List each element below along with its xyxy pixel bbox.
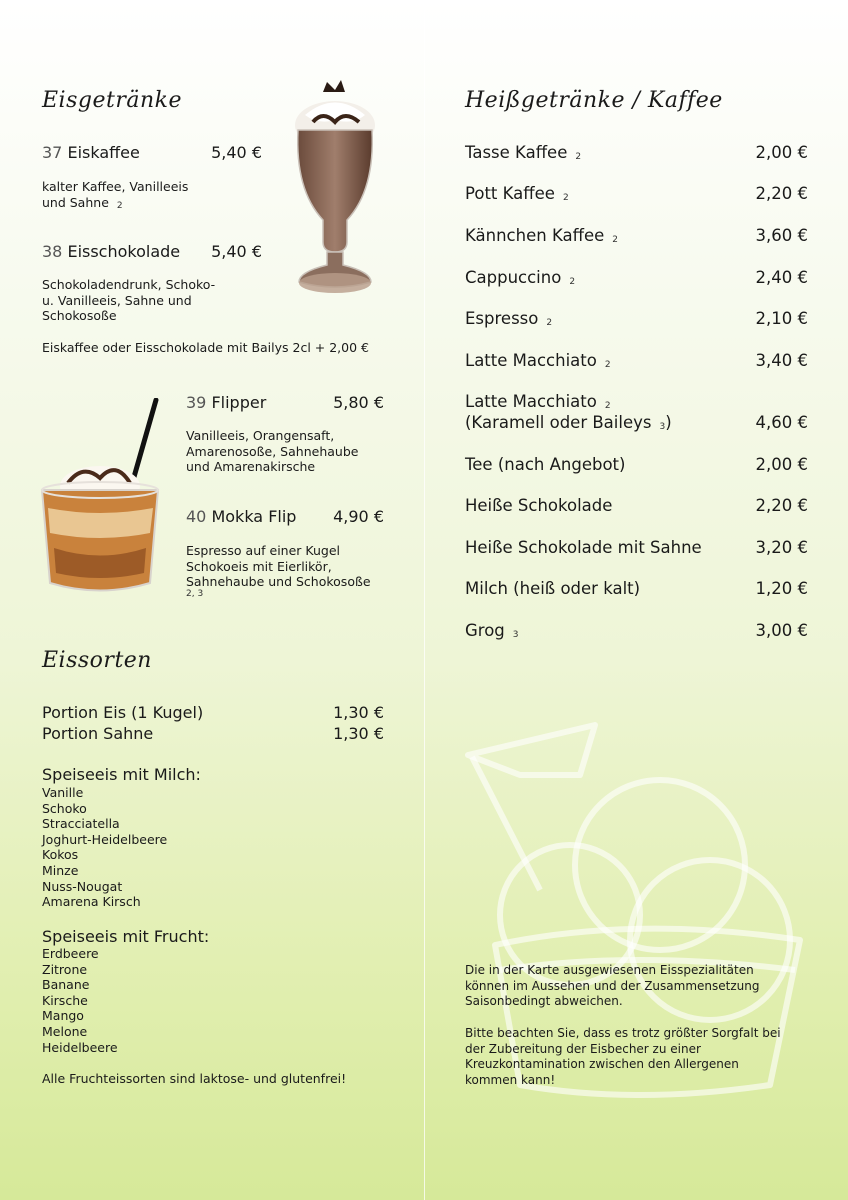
item-name: Pott Kaffee bbox=[465, 184, 555, 203]
item-number: 40 bbox=[186, 507, 207, 526]
appearance-note: Die in der Karte ausgewiesenen Eisspezialitäten können im Aussehen und der Zusammensetzung Saisonbedingt abweichen. bbox=[465, 963, 760, 1008]
desc-text: kalter Kaffee, Vanilleeis und Sahne bbox=[42, 179, 189, 210]
item-name: Tee (nach Angebot) bbox=[465, 455, 626, 474]
list-item: Erdbeere bbox=[42, 946, 99, 961]
allergen-code: 3 bbox=[512, 630, 519, 640]
allergen-note: Bitte beachten Sie, dass es trotz größter Sorgfalt bei der Zubereitung der Eisbecher zu einer Kreuzkontamination zwischen den Allergenen kommen kann! bbox=[465, 1026, 781, 1087]
column-divider bbox=[424, 0, 425, 1200]
menu-item-flipper bbox=[186, 393, 384, 412]
list-item: Vanille bbox=[42, 785, 84, 800]
item-name: Eisschokolade bbox=[67, 242, 181, 261]
allergen-code: 2 bbox=[569, 277, 576, 287]
allergen-code: 2 bbox=[612, 235, 618, 245]
list-item: Nuss-Nougat bbox=[42, 878, 123, 894]
menu-item-cappuccino bbox=[465, 268, 808, 287]
portion-name: Portion Sahne bbox=[42, 724, 154, 743]
allergen-code: 2 bbox=[562, 193, 569, 203]
item-price: 5,40 € bbox=[211, 242, 262, 261]
menu-item-tasse-kaffee bbox=[465, 143, 808, 162]
item-price: 3,40 € bbox=[755, 351, 808, 370]
list-item: Minze bbox=[42, 862, 79, 878]
menu-item-tee bbox=[465, 455, 808, 474]
menu-item-kaennchen-kaffee bbox=[465, 226, 808, 245]
eissorten-title: Eissorten bbox=[42, 648, 152, 673]
item-price: 1,20 € bbox=[755, 579, 808, 598]
list-item: Mango bbox=[42, 1008, 84, 1024]
frucht-footer-note: Alle Fruchteissorten sind laktose- und glutenfrei! bbox=[42, 1071, 347, 1086]
portion-row bbox=[42, 703, 384, 722]
menu-item-eiskaffee bbox=[42, 143, 262, 162]
allergen-code: 3 bbox=[659, 422, 666, 432]
menu-item-pott-kaffee bbox=[465, 184, 808, 203]
frucht-title: Speiseeis mit Frucht: bbox=[42, 927, 210, 946]
item-name: Flipper bbox=[211, 393, 267, 412]
allergen-code: 2 bbox=[116, 200, 123, 211]
item-name: Eiskaffee bbox=[67, 143, 140, 162]
heissgetraenke-title: Heißgetränke / Kaffee bbox=[465, 88, 723, 113]
menu-item-latte-macchiato-flavored-line2 bbox=[465, 413, 808, 432]
item-price: 2,20 € bbox=[755, 184, 808, 203]
item-price: 3,60 € bbox=[755, 226, 808, 245]
list-item: Zitrone bbox=[42, 961, 88, 977]
menu-item-grog bbox=[465, 621, 808, 640]
item-price: 2,20 € bbox=[755, 496, 808, 515]
item-name: Espresso bbox=[465, 309, 539, 328]
milch-flavor-list bbox=[42, 785, 167, 910]
item-name: Milch (heiß oder kalt) bbox=[465, 579, 641, 598]
item-name: Kännchen Kaffee bbox=[465, 226, 605, 245]
portion-name: Portion Eis (1 Kugel) bbox=[42, 703, 204, 722]
allergen-code: 2 bbox=[575, 152, 582, 162]
list-item: Stracciatella bbox=[42, 816, 120, 832]
list-item: Schoko bbox=[42, 800, 87, 816]
item-name: Latte Macchiato bbox=[465, 392, 597, 411]
item-description: Espresso auf einer Kugel Schokoeis mit Eierlikör, Sahnehaube und Schokosoße bbox=[186, 543, 371, 589]
item-price: 3,00 € bbox=[755, 621, 808, 640]
item-price: 5,40 € bbox=[211, 143, 262, 162]
item-price: 4,60 € bbox=[755, 413, 808, 432]
allergen-code: 2 bbox=[546, 318, 553, 328]
item-name-line2: (Karamell oder Baileys bbox=[465, 413, 652, 432]
item-description: Schokoladendrunk, Schoko- u. Vanilleeis, Sahne und Schokosoße bbox=[42, 277, 216, 323]
allergen-code: 2 bbox=[604, 401, 611, 411]
item-price: 4,90 € bbox=[333, 507, 384, 526]
item-number: 37 bbox=[42, 143, 63, 162]
baileys-extra-note: Eiskaffee oder Eisschokolade mit Bailys 2cl + 2,00 € bbox=[42, 340, 369, 355]
menu-item-mokka-flip bbox=[186, 507, 384, 526]
list-item: Heidelbeere bbox=[42, 1039, 118, 1055]
list-item: Kirsche bbox=[42, 992, 88, 1008]
item-price: 5,80 € bbox=[333, 393, 384, 412]
list-item: Kokos bbox=[42, 847, 79, 863]
item-name: Cappuccino bbox=[465, 268, 562, 287]
frucht-flavor-list bbox=[42, 946, 118, 1055]
item-name: Latte Macchiato bbox=[465, 351, 597, 370]
portion-row bbox=[42, 724, 384, 743]
item-description: Vanilleeis, Orangensaft, Amarenosoße, Sahnehaube und Amarenakirsche bbox=[186, 428, 359, 474]
item-number: 39 bbox=[186, 393, 207, 412]
item-description bbox=[42, 179, 188, 214]
milch-title: Speiseeis mit Milch: bbox=[42, 765, 201, 784]
menu-item-latte-macchiato-flavored bbox=[465, 392, 808, 411]
item-name: Tasse Kaffee bbox=[465, 143, 568, 162]
item-price: 2,00 € bbox=[755, 455, 808, 474]
list-item: Joghurt-Heidelbeere bbox=[42, 831, 168, 847]
menu-item-latte-macchiato bbox=[465, 351, 808, 370]
list-item: Amarena Kirsch bbox=[42, 894, 141, 910]
item-number: 38 bbox=[42, 242, 63, 261]
closing-paren: ) bbox=[665, 413, 672, 432]
menu-item-heisse-schokolade bbox=[465, 496, 808, 515]
allergen-code: 2 bbox=[604, 360, 611, 370]
item-price: 3,20 € bbox=[755, 538, 808, 557]
list-item: Banane bbox=[42, 977, 90, 993]
list-item: Melone bbox=[42, 1023, 88, 1039]
menu-item-milch bbox=[465, 579, 808, 598]
eisgetraenke-title: Eisgetränke bbox=[42, 88, 182, 113]
flipper-glass-icon bbox=[38, 398, 163, 600]
portion-price: 1,30 € bbox=[333, 724, 384, 743]
eiskaffee-glass-icon bbox=[283, 80, 388, 298]
item-price: 2,00 € bbox=[755, 143, 808, 162]
allergen-code: 2, 3 bbox=[186, 589, 204, 599]
menu-item-espresso bbox=[465, 309, 808, 328]
item-name: Heiße Schokolade bbox=[465, 496, 613, 515]
item-name: Mokka Flip bbox=[211, 507, 297, 526]
item-name: Heiße Schokolade mit Sahne bbox=[465, 538, 702, 557]
portion-price: 1,30 € bbox=[333, 703, 384, 722]
item-price: 2,40 € bbox=[755, 268, 808, 287]
menu-item-eisschokolade bbox=[42, 242, 262, 261]
menu-item-heisse-schokolade-sahne bbox=[465, 538, 808, 557]
item-price: 2,10 € bbox=[755, 309, 808, 328]
item-name: Grog bbox=[465, 621, 505, 640]
